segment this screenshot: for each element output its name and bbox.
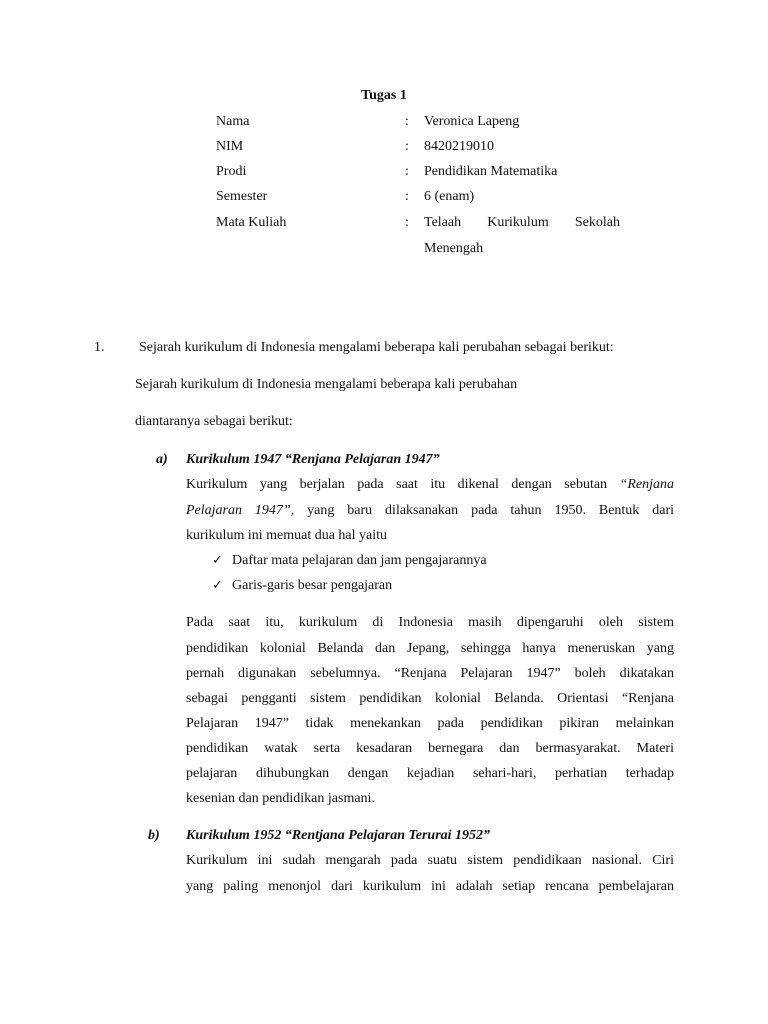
text-run-italic: Pelajaran 1947”, [186, 503, 295, 518]
paragraph-line: yang paling menonjol dari kurikulum ini adalah setiap rencana pembelajaran [186, 879, 674, 894]
intro-line: diantaranya sebagai berikut: [135, 414, 293, 429]
paragraph-line: Kurikulum ini sudah mengarah pada suatu sistem pendidikaan nasional. Ciri [186, 853, 674, 868]
separator-colon: : [405, 164, 409, 179]
value-prodi: Pendidikan Matematika [424, 164, 558, 179]
value-word: Kurikulum [487, 215, 549, 230]
section-marker-b: b) [148, 828, 160, 843]
value-mata-kuliah-line1 [424, 215, 620, 232]
section-marker-a: a) [156, 452, 168, 467]
checkmark-icon: ✓ [212, 553, 223, 568]
separator-colon: : [405, 139, 409, 154]
checklist-item: Daftar mata pelajaran dan jam pengajarannya [232, 553, 487, 568]
value-nim: 8420219010 [424, 139, 494, 154]
intro-line: Sejarah kurikulum di Indonesia mengalami beberapa kali perubahan [135, 377, 518, 392]
checkmark-icon: ✓ [212, 578, 223, 593]
paragraph-line: pendidikan kolonial Belanda dan Jepang, sehingga hanya meneruskan yang [186, 641, 674, 656]
text-run: yang baru dilaksanakan pada tahun 1950. Bentuk dari [294, 503, 674, 518]
value-word: Sekolah [574, 215, 620, 230]
paragraph-line: sebagai pengganti sistem pendidikan kolonial Belanda. Orientasi “Renjana [186, 691, 674, 706]
separator-colon: : [405, 215, 409, 230]
value-semester: 6 (enam) [424, 189, 475, 204]
document-title: Tugas 1 [361, 88, 407, 103]
paragraph-line: Pelajaran 1947” tidak menekankan pada pendidikan pikiran melainkan [186, 716, 674, 731]
paragraph-line: kurikulum ini memuat dua hal yaitu [186, 528, 388, 543]
section-heading-a: Kurikulum 1947 “Renjana Pelajaran 1947” [186, 452, 440, 467]
paragraph-line: Pada saat itu, kurikulum di Indonesia masih dipengaruhi oleh sistem [186, 615, 674, 630]
paragraph-line [186, 503, 674, 520]
label-nama: Nama [216, 114, 250, 129]
value-word: Telaah [424, 215, 462, 230]
paragraph-line: pelajaran dihubungkan dengan kejadian sehari-hari, perhatian terhadap [186, 766, 674, 781]
label-mata-kuliah: Mata Kuliah [216, 215, 287, 230]
value-nama: Veronica Lapeng [424, 114, 520, 129]
label-prodi: Prodi [216, 164, 247, 179]
label-semester: Semester [216, 189, 268, 204]
question-number: 1. [94, 340, 105, 355]
separator-colon: : [405, 114, 409, 129]
separator-colon: : [405, 189, 409, 204]
section-heading-b: Kurikulum 1952 “Rentjana Pelajaran Terurai 1952” [186, 828, 491, 843]
label-nim: NIM [216, 139, 244, 154]
text-run: Kurikulum yang berjalan pada saat itu dikenal dengan sebutan [186, 477, 620, 492]
text-run-italic: “Renjana [619, 477, 674, 492]
checklist-item: Garis-garis besar pengajaran [232, 578, 393, 593]
paragraph-line: pernah digunakan sebelumnya. “Renjana Pelajaran 1947” boleh dikatakan [186, 666, 674, 681]
value-mata-kuliah-line2: Menengah [424, 241, 484, 256]
paragraph-line [186, 477, 674, 494]
question-text: Sejarah kurikulum di Indonesia mengalami beberapa kali perubahan sebagai berikut: [139, 340, 614, 355]
paragraph-line: pendidikan watak serta kesadaran bernegara dan bermasyarakat. Materi [186, 741, 674, 756]
paragraph-line: kesenian dan pendidikan jasmani. [186, 791, 375, 806]
